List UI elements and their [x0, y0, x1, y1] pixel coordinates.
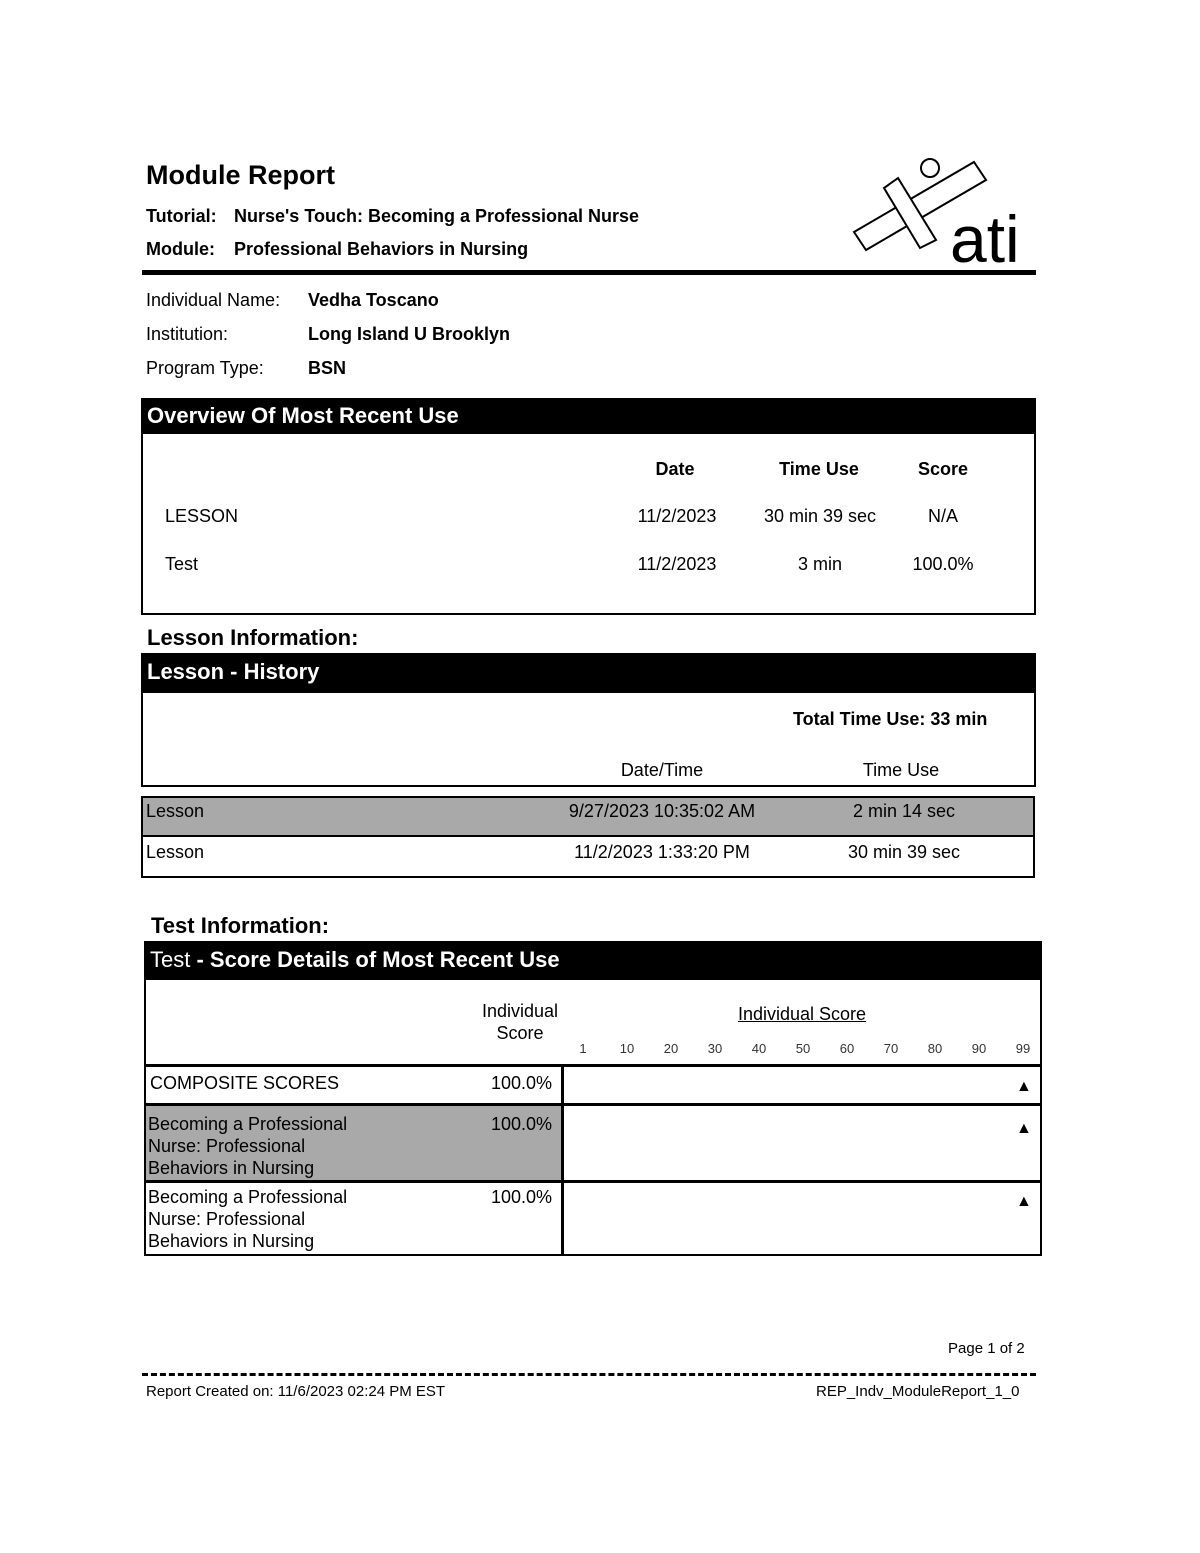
info-label: Individual Name:: [146, 290, 281, 310]
overview-row-time-use: 3 min: [797, 554, 842, 574]
scale-tick-label: 60: [839, 1041, 855, 1056]
info-label: Program Type:: [146, 358, 264, 378]
overview-row-date: 11/2/2023: [637, 554, 717, 574]
test-row-name-line: Nurse: Professional: [148, 1136, 306, 1156]
scale-tick-label: 40: [751, 1041, 767, 1056]
score-marker: ▲: [1016, 1193, 1032, 1210]
test-scale-title: Individual Score: [737, 1004, 867, 1024]
test-row-name-line: Nurse: Professional: [148, 1209, 306, 1229]
column-divider: [561, 1064, 564, 1256]
scale-tick-label: 10: [619, 1041, 635, 1056]
lesson-total-time: [793, 709, 987, 730]
row-divider: [144, 1180, 1042, 1183]
test-row-score: 100.0%: [490, 1187, 552, 1207]
module-line: [146, 239, 528, 260]
lesson-header-time-use: Time Use: [862, 760, 940, 780]
overview-header-date: Date: [655, 459, 695, 479]
scale-tick-label: 99: [1015, 1041, 1031, 1056]
test-row-name-line: Behaviors in Nursing: [148, 1158, 315, 1178]
lesson-row-datetime: 9/27/2023 10:35:02 AM: [568, 801, 756, 821]
lesson-header-datetime: Date/Time: [620, 760, 704, 780]
header-rule: [142, 270, 1036, 275]
scale-tick-label: 20: [663, 1041, 679, 1056]
test-col-label-2: Score: [496, 1023, 544, 1043]
overview-row-time-use: 30 min 39 sec: [763, 506, 877, 526]
info-row-program: [146, 358, 346, 379]
footer-divider: [142, 1373, 1036, 1376]
info-row-name: [146, 290, 439, 311]
tutorial-line: [146, 206, 639, 227]
overview-row-name: LESSON: [165, 506, 239, 526]
scale-tick-label: 50: [795, 1041, 811, 1056]
lesson-row-time-use: 30 min 39 sec: [847, 842, 961, 862]
scale-tick-label: 90: [971, 1041, 987, 1056]
report-title: Module Report: [146, 160, 335, 190]
test-row-name-line: Becoming a Professional: [148, 1114, 348, 1134]
scale-tick-label: 70: [883, 1041, 899, 1056]
lesson-section-title: Lesson Information:: [147, 625, 359, 650]
overview-row-name: Test: [165, 554, 199, 574]
module-value: Professional Behaviors in Nursing: [234, 239, 529, 259]
test-row-name-line: Becoming a Professional: [148, 1187, 348, 1207]
scale-tick-label: 30: [707, 1041, 723, 1056]
info-label: Institution:: [146, 324, 229, 344]
lesson-row-name: Lesson: [146, 801, 205, 821]
report-id: REP_Indv_ModuleReport_1_0: [816, 1383, 1020, 1400]
overview-row-score: 100.0%: [912, 554, 974, 574]
overview-row-score: N/A: [927, 506, 958, 526]
lesson-total-label: Total Time Use:: [793, 709, 926, 729]
overview-title: Overview Of Most Recent Use: [141, 398, 1036, 434]
test-section-title: Test Information:: [151, 913, 330, 938]
test-col-label-1: Individual: [481, 1001, 559, 1021]
row-divider: [144, 1064, 1042, 1067]
overview-header-score: Score: [917, 459, 969, 479]
page-number: Page 1 of 2: [948, 1340, 1025, 1357]
lesson-history-title: Lesson - History: [141, 653, 1036, 693]
info-value: BSN: [308, 358, 347, 378]
test-row-name: COMPOSITE SCORES: [150, 1073, 340, 1093]
test-title-part-a: Test: [150, 947, 191, 972]
test-row-score: 100.0%: [490, 1114, 552, 1134]
lesson-row-name: Lesson: [146, 842, 205, 862]
score-marker: ▲: [1016, 1120, 1032, 1137]
lesson-row-datetime: 11/2/2023 1:33:20 PM: [574, 842, 750, 862]
test-col-individual-score: [462, 1000, 578, 1044]
test-score-title: [144, 941, 1042, 980]
overview-header-time-use: Time Use: [779, 459, 859, 479]
scale-tick-label: 1: [579, 1041, 587, 1056]
info-row-institution: [146, 324, 510, 345]
test-row-name: [148, 1113, 347, 1179]
score-marker: ▲: [1016, 1078, 1032, 1095]
tutorial-value: Nurse's Touch: Becoming a Professional Nurse: [234, 206, 640, 226]
info-value: Long Island U Brooklyn: [308, 324, 511, 344]
overview-row-date: 11/2/2023: [637, 506, 717, 526]
tutorial-label: Tutorial:: [146, 206, 217, 226]
test-row-score: 100.0%: [490, 1073, 552, 1093]
test-row-name-line: Behaviors in Nursing: [148, 1231, 315, 1251]
module-label: Module:: [146, 239, 215, 259]
ati-logo: [846, 150, 1040, 268]
scale-tick-label: 80: [927, 1041, 943, 1056]
test-row-name: [148, 1186, 347, 1252]
test-title-part-b: - Score Details of Most Recent Use: [190, 947, 560, 972]
report-created: Report Created on: 11/6/2023 02:24 PM EST: [146, 1383, 446, 1400]
logo-text: ati: [950, 202, 1020, 268]
lesson-total-value: 33 min: [930, 709, 988, 729]
lesson-row-time-use: 2 min 14 sec: [852, 801, 956, 821]
info-value: Vedha Toscano: [308, 290, 439, 310]
